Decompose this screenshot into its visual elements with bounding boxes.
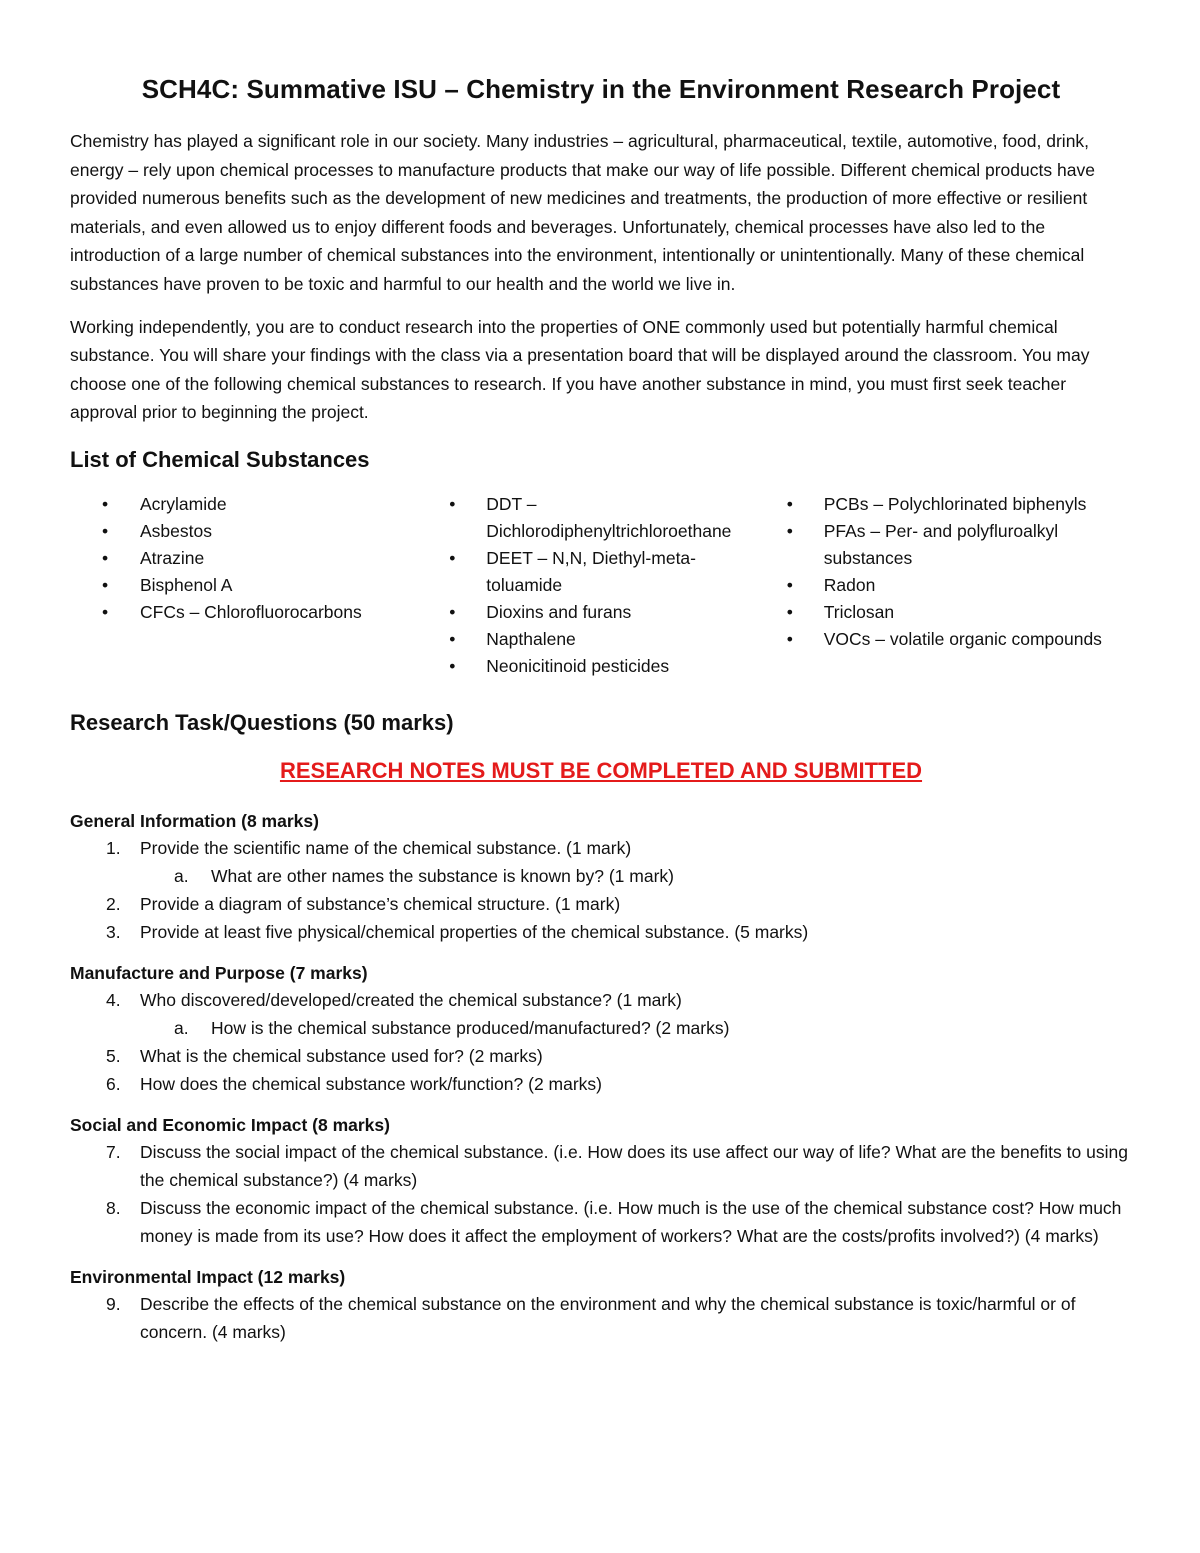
substance-item: • Dioxins and furans xyxy=(449,599,776,626)
question-item xyxy=(70,1070,1132,1098)
research-heading: Research Task/Questions (50 marks) xyxy=(70,709,454,735)
substance-list xyxy=(70,491,1132,680)
question-text: Provide a diagram of substance’s chemical structure. (1 mark) xyxy=(140,893,621,914)
sub-question-item xyxy=(70,1014,1132,1042)
question-item xyxy=(70,918,1132,946)
question-text: Who discovered/developed/created the chemical substance? (1 mark) xyxy=(140,989,682,1010)
question-number: 4. xyxy=(106,989,121,1010)
substance-item: • Acrylamide xyxy=(70,491,405,518)
substance-item: • Asbestos xyxy=(70,518,405,545)
question-item xyxy=(70,1042,1132,1070)
document-title: SCH4C: Summative ISU – Chemistry in the Environment Research Project xyxy=(141,74,1061,104)
question-item xyxy=(70,1290,1132,1346)
question-text: Discuss the economic impact of the chemical substance. (i.e. How much is the use of the chemical substance cost? How much money is made from its use? How does it affect the employment of workers? What are the costs/profits involved?) (4 marks) xyxy=(140,1197,1122,1246)
question-text: Provide the scientific name of the chemical substance. (1 mark) xyxy=(140,837,632,858)
question-number: 5. xyxy=(106,1045,121,1066)
question-group-general xyxy=(70,808,1132,946)
question-item xyxy=(70,1138,1132,1194)
question-number: 6. xyxy=(106,1073,121,1094)
question-text: Discuss the social impact of the chemical substance. (i.e. How does its use affect our way of life? What are the benefits to using the chemical substance?) (4 marks) xyxy=(140,1141,1128,1190)
question-number: 3. xyxy=(106,921,121,942)
substance-item: • PFAs – Per- and polyfluroalkyl substances xyxy=(787,518,1122,572)
substance-item: • VOCs – volatile organic compounds xyxy=(787,626,1122,653)
sub-question-text: What are other names the substance is known by? (1 mark) xyxy=(211,865,674,886)
question-number: 8. xyxy=(106,1197,121,1218)
question-item xyxy=(70,834,1132,862)
substance-column-3 xyxy=(787,491,1132,680)
question-group-manufacture xyxy=(70,960,1132,1098)
question-text: Describe the effects of the chemical substance on the environment and why the chemical substance is toxic/harmful or of concern. (4 marks) xyxy=(140,1293,1076,1342)
group-heading: General Information (8 marks) xyxy=(70,810,319,831)
research-notes-notice: RESEARCH NOTES MUST BE COMPLETED AND SUBMITTED xyxy=(279,757,923,783)
question-text: Provide at least five physical/chemical properties of the chemical substance. (5 marks) xyxy=(140,921,809,942)
substance-item: • Neonicitinoid pesticides xyxy=(449,653,776,680)
substance-item: • DEET – N,N, Diethyl-meta-toluamide xyxy=(449,545,776,599)
substance-item: • Napthalene xyxy=(449,626,776,653)
question-text: How does the chemical substance work/function? (2 marks) xyxy=(140,1073,603,1094)
question-text: What is the chemical substance used for? (2 marks) xyxy=(140,1045,543,1066)
substance-column-2 xyxy=(415,491,786,680)
substance-item: • Radon xyxy=(787,572,1122,599)
group-heading: Social and Economic Impact (8 marks) xyxy=(70,1114,390,1135)
question-item xyxy=(70,986,1132,1014)
question-item xyxy=(70,890,1132,918)
sub-question-text: How is the chemical substance produced/manufactured? (2 marks) xyxy=(211,1017,730,1038)
sub-question-item xyxy=(70,862,1132,890)
document-page xyxy=(70,70,1132,1360)
substance-item: • CFCs – Chlorofluorocarbons xyxy=(70,599,405,626)
substances-heading: List of Chemical Substances xyxy=(70,446,370,472)
question-group-environmental xyxy=(70,1264,1132,1346)
question-number: 7. xyxy=(106,1141,121,1162)
substance-item: • PCBs – Polychlorinated biphenyls xyxy=(787,491,1122,518)
question-number: 9. xyxy=(106,1293,121,1314)
sub-question-letter: a. xyxy=(174,865,189,886)
substance-item: • Atrazine xyxy=(70,545,405,572)
task-intro-paragraph: Working independently, you are to conduct research into the properties of ONE commonly used but potentially harmful chemical substance. You will share your findings with the class via a presentation board that will be displayed around the classroom. You may choose one of the following chemical substances to research. If you have another substance in mind, you must first seek teacher approval prior to beginning the project. xyxy=(70,316,1090,423)
substance-item: • Triclosan xyxy=(787,599,1122,626)
substance-column-1 xyxy=(70,491,415,680)
sub-question-letter: a. xyxy=(174,1017,189,1038)
question-number: 1. xyxy=(106,837,121,858)
group-heading: Manufacture and Purpose (7 marks) xyxy=(70,962,368,983)
intro-paragraph: Chemistry has played a significant role in our society. Many industries – agricultural, pharmaceutical, textile, automotive, food, drink, energy – rely upon chemical processes to manufacture products that make our way of life possible. Different chemical products have provided numerous benefits such as the development of new medicines and treatments, the production of more effective or resilient materials, and even allowed us to enjoy different foods and beverages. Unfortunately, chemical processes have also led to the introduction of a large number of chemical substances into the environment, intentionally or unintentionally. Many of these chemical substances have proven to be toxic and harmful to our health and the world we live in. xyxy=(70,131,1095,294)
group-heading: Environmental Impact (12 marks) xyxy=(70,1266,346,1287)
substance-item: • Bisphenol A xyxy=(70,572,405,599)
substance-item: • DDT – Dichlorodiphenyltrichloroethane xyxy=(449,491,776,545)
question-group-social-economic xyxy=(70,1112,1132,1250)
question-item xyxy=(70,1194,1132,1250)
question-number: 2. xyxy=(106,893,121,914)
